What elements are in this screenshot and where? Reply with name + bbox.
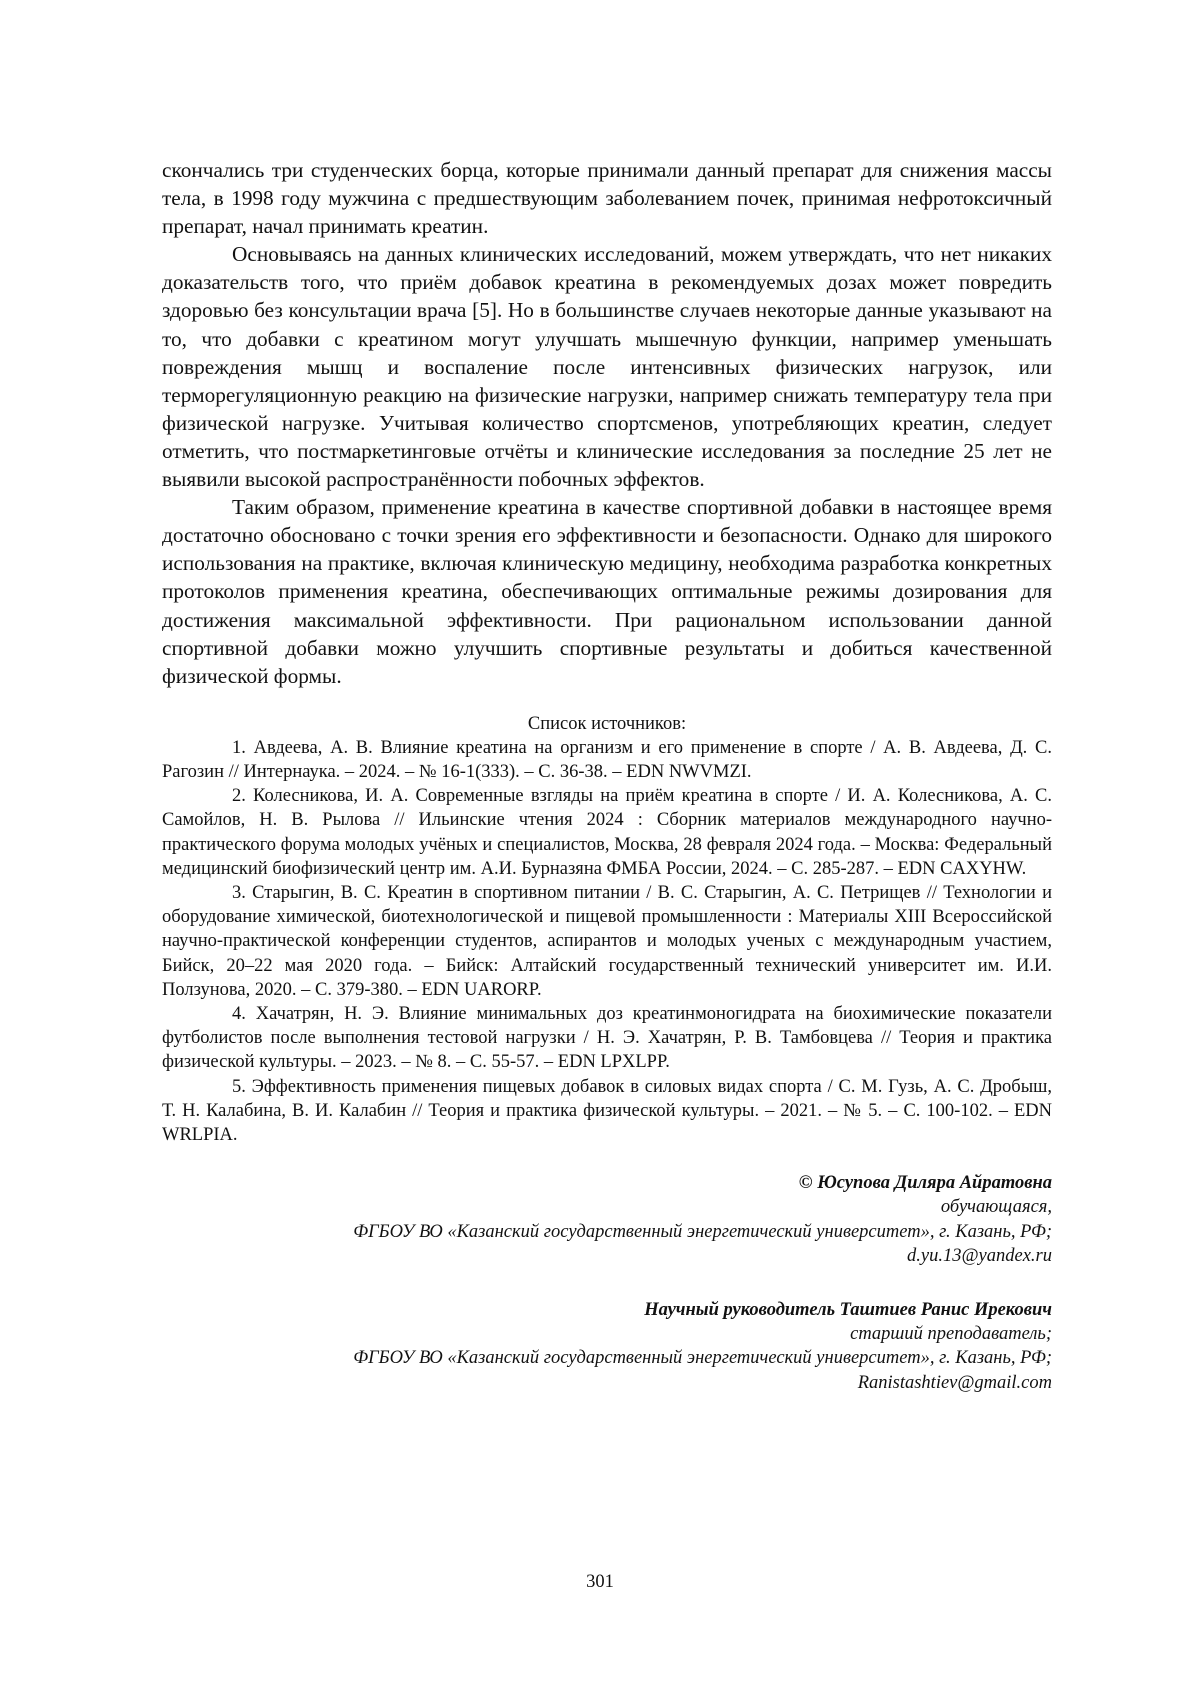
author-name: © Юсупова Диляра Айратовна xyxy=(798,1173,1052,1194)
reference-item: 4. Хачатрян, Н. Э. Влияние минимальных доз креатинмоногидрата на биохимические показатели футболистов после выполнения тестовой нагрузки / Н. Э. Хачатрян, Р. В. Тамбовцева // Теория и практика физической культуры. – 2023. – № 8. – С. 55-57. – EDN LPXLPP. xyxy=(162,1004,1052,1073)
author-block xyxy=(162,1171,1052,1268)
supervisor-organization: ФГБОУ ВО «Казанский государственный энергетический университет», г. Казань, РФ; xyxy=(353,1348,1052,1369)
author-info xyxy=(162,1171,1052,1395)
references-list xyxy=(162,736,1052,1147)
supervisor-email: Ranistashtiev@gmail.com xyxy=(857,1372,1052,1393)
reference-item: 2. Колесникова, И. А. Современные взгляды на приём креатина в спорте / И. А. Колесникова, А. С. Самойлов, Н. В. Рылова // Ильинские чтения 2024 : Сборник материалов международного научно-практического форума молодых учёных и специалистов, Москва, 28 февраля 2024 года. – Москва: Федеральный медицинский биофизический центр им. А.И. Бурназяна ФМБА России, 2024. – С. 285-287. – EDN CAXYHW. xyxy=(162,786,1052,879)
supervisor-block xyxy=(162,1298,1052,1395)
reference-item: 3. Старыгин, В. С. Креатин в спортивном питании / В. С. Старыгин, А. С. Петрищев // Технологии и оборудование химической, биотехнологической и пищевой промышленности : Материалы XIII Всероссийской научно-практической конференции студентов, аспирантов и молодых ученых с международным участием, Бийск, 20–22 мая 2020 года. – Бийск: Алтайский государственный технический университет им. И.И. Ползунова, 2020. – С. 379-380. – EDN UARORP. xyxy=(162,883,1052,1000)
body-paragraph: скончались три студенческих борца, которые принимали данный препарат для снижения массы тела, в 1998 году мужчина с предшествующим заболеванием почек, принимая нефротоксичный препарат, начал принимать креатин. xyxy=(162,158,1052,239)
body-paragraph: Основываясь на данных клинических исследований, можем утверждать, что нет никаких доказательств того, что приём добавок креатина в рекомендуемых дозах может повредить здоровью без консультации врача [5]. Но в большинстве случаев некоторые данные указывают на то, что добавки с креатином могут улучшать мышечную функции, например уменьшать повреждения мышц и воспаление после интенсивных физических нагрузок, или терморегуляционную реакцию на физические нагрузки, например снижать температуру тела при физической нагрузке. Учитывая количество спортсменов, употребляющих креатин, следует отметить, что постмаркетинговые отчёты и клинические исследования за последние 25 лет не выявили высокой распространённости побочных эффектов. xyxy=(162,242,1052,492)
page-number: 301 xyxy=(586,1572,614,1592)
author-role: обучающаяся, xyxy=(940,1197,1052,1218)
author-email: d.yu.13@yandex.ru xyxy=(907,1245,1052,1266)
supervisor-name: Научный руководитель Таштиев Ранис Ирекович xyxy=(644,1300,1052,1321)
supervisor-role: старший преподаватель; xyxy=(850,1324,1052,1345)
reference-item: 1. Авдеева, А. В. Влияние креатина на организм и его применение в спорте / А. В. Авдеева, Д. С. Рагозин // Интернаука. – 2024. – № 16-1(333). – С. 36-38. – EDN NWVMZI. xyxy=(162,737,1052,782)
body-paragraph: Таким образом, применение креатина в качестве спортивной добавки в настоящее время достаточно обосновано с точки зрения его эффективности и безопасности. Однако для широкого использования на практике, включая клиническую медицину, необходима разработка конкретных протоколов применения креатина, обеспечивающих оптимальные режимы дозирования для достижения максимальной эффективности. При рациональном использовании данной спортивной добавки можно улучшить спортивные результаты и добиться качественной физической формы. xyxy=(162,495,1052,688)
reference-item: 5. Эффективность применения пищевых добавок в силовых видах спорта / С. М. Гузь, А. С. Дробыш, Т. Н. Калабина, В. И. Калабин // Теория и практика физической культуры. – 2021. – № 5. – С. 100-102. – EDN WRLPIA. xyxy=(162,1076,1052,1146)
document-page xyxy=(162,156,1052,1425)
body-text xyxy=(162,156,1052,690)
references-title: Список источников: xyxy=(527,713,687,734)
author-organization: ФГБОУ ВО «Казанский государственный энергетический университет», г. Казань, РФ; xyxy=(353,1221,1052,1242)
